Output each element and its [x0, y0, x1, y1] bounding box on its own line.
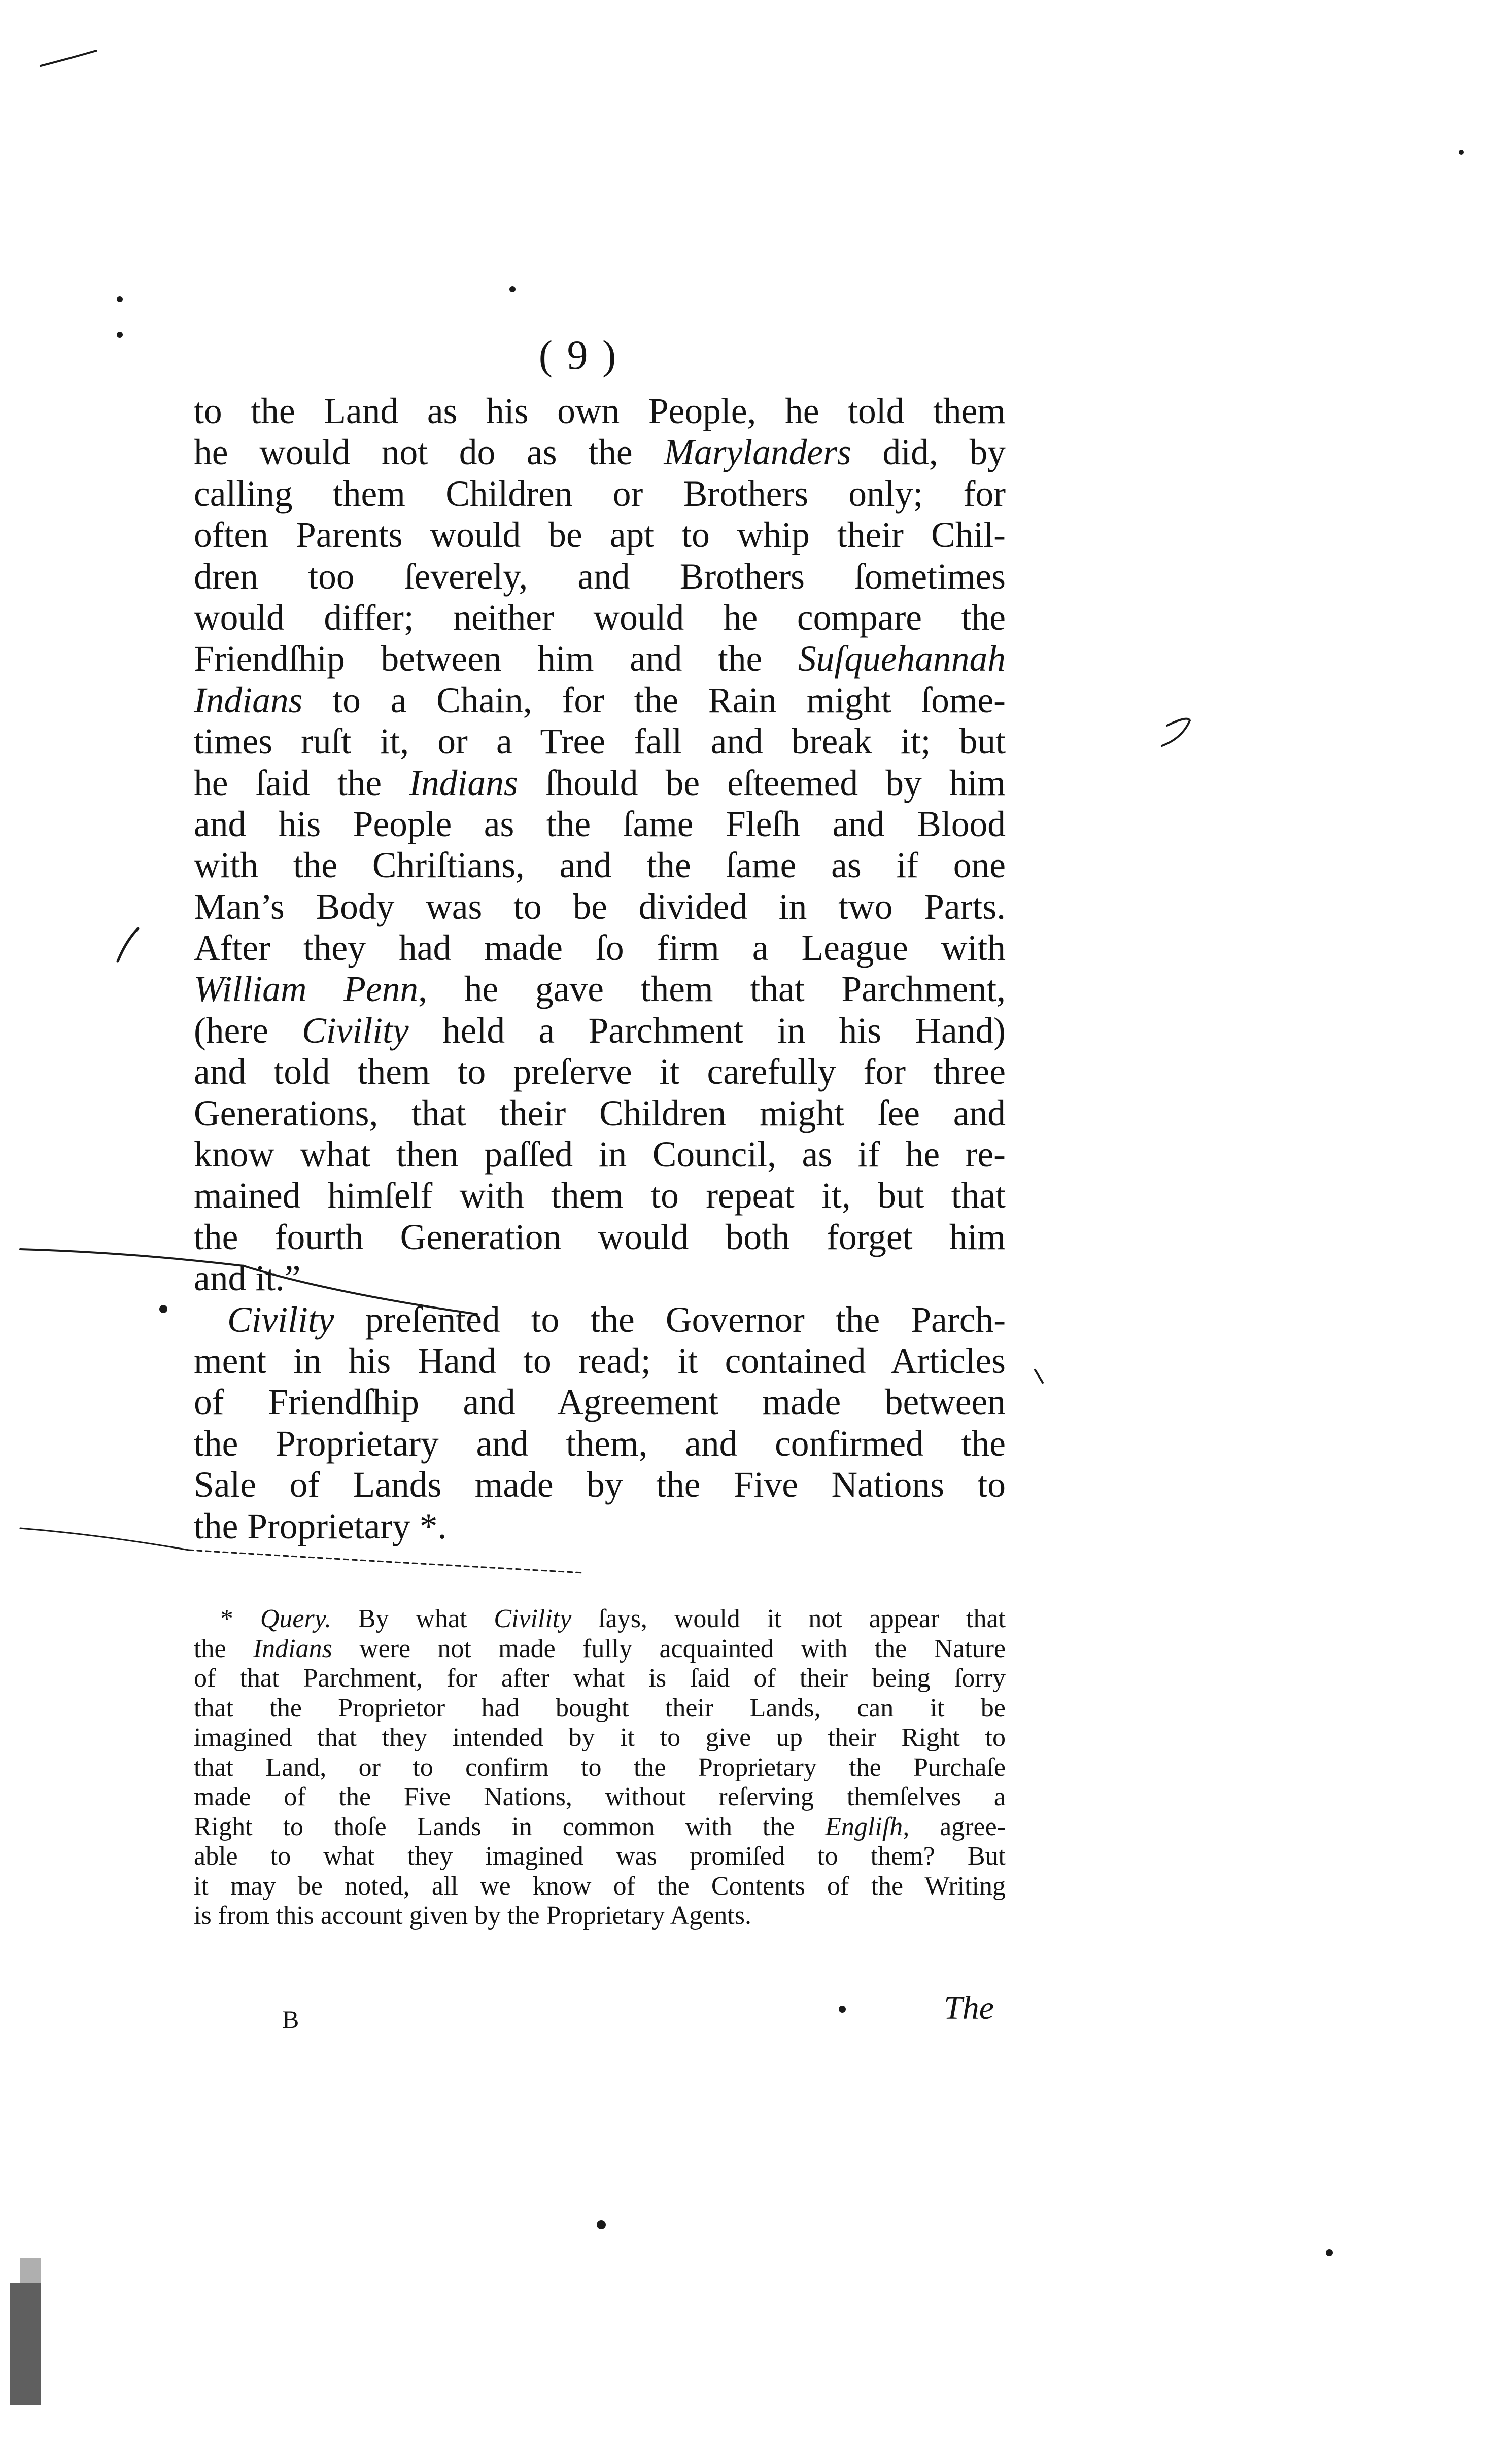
footnote-line: [194, 1634, 1006, 1664]
body-line: [194, 1299, 1006, 1340]
footnote-line: [194, 1664, 1006, 1694]
text-run: dren too ſeverely, and Brothers ſometimes: [194, 556, 1006, 597]
bracket-stroke: [118, 928, 138, 961]
body-line: [194, 1134, 1006, 1175]
body-line: [194, 473, 1006, 514]
text-run: mained himſelf with them to repeat it, but that: [194, 1176, 1006, 1216]
margin-curl: [1162, 719, 1190, 746]
italic-text: Civility: [302, 1010, 409, 1051]
body-line: [194, 763, 1006, 804]
text-run: the fourth Generation would both forget him: [194, 1217, 1006, 1257]
ink-dot: [597, 2220, 606, 2229]
text-run: of that Parchment, for after what is ſaid of their being ſorry: [194, 1664, 1006, 1693]
ink-dot: [1326, 2249, 1333, 2256]
text-run: he would not do as the: [194, 432, 664, 473]
body-line: [194, 886, 1006, 927]
text-run: that Land, or to confirm to the Proprietary the Purchaſe: [194, 1752, 1006, 1782]
body-line: [194, 1093, 1006, 1134]
body-line: [194, 1506, 1006, 1547]
signature-mark: B: [282, 2005, 299, 2034]
text-run: to a Chain, for the Rain might ſome-: [302, 680, 1006, 720]
text-run: times ruſt it, or a Tree fall and break it; but: [194, 721, 1006, 762]
ink-dot: [1459, 150, 1464, 155]
text-run: often Parents would be apt to whip their Chil-: [194, 515, 1006, 556]
italic-text: Engliſh,: [825, 1812, 910, 1841]
text-run: ſhould be eſteemed by him: [518, 763, 1006, 803]
text-run: were not made fully acquainted with the Nature: [332, 1634, 1006, 1663]
text-run: he ſaid the: [194, 763, 409, 803]
text-run: the: [194, 1634, 253, 1663]
italic-text: Civility: [494, 1604, 572, 1633]
edge-speckle: [10, 2283, 41, 2405]
edge-speckle: [20, 2258, 41, 2288]
text-run: Man’s Body was to be divided in two Parts.: [194, 886, 1006, 927]
text-run: *: [220, 1604, 260, 1633]
catchword: The: [944, 1989, 994, 2026]
italic-text: Indians: [409, 763, 518, 803]
page-number: ( 9 ): [538, 332, 618, 378]
text-run: Right to thoſe Lands in common with the: [194, 1812, 826, 1841]
text-run: and it.”: [194, 1258, 301, 1299]
text-run: ſays, would it not appear that: [571, 1604, 1006, 1633]
footnote-line: [194, 1782, 1006, 1812]
body-line: [194, 721, 1006, 762]
body-line: [194, 1051, 1006, 1092]
text-run: would differ; neither would he compare the: [194, 597, 1006, 638]
footnote-line: [194, 1723, 1006, 1753]
text-run: is from this account given by the Proprietary Agents.: [194, 1901, 752, 1930]
body-line: [194, 1175, 1006, 1216]
dashed-trail: [189, 1550, 583, 1573]
body-line: [194, 1340, 1006, 1382]
body-line: [194, 1464, 1006, 1505]
text-run: able to what they imagined was promiſed to them? But: [194, 1842, 1006, 1871]
text-run: the Proprietary and them, and confirmed the: [194, 1423, 1006, 1464]
italic-text: Suſquehannah: [798, 639, 1006, 679]
ink-dot: [509, 286, 516, 292]
text-run: held a Parchment in his Hand): [408, 1010, 1006, 1051]
text-run: did, by: [851, 432, 1006, 473]
footnote-line: [194, 1694, 1006, 1724]
body-line: [194, 1010, 1006, 1051]
text-run: and his People as the ſame Fleſh and Blood: [194, 804, 1006, 844]
body-line: [194, 391, 1006, 432]
footnote-line: [194, 1842, 1006, 1872]
text-run: that the Proprietor had bought their Lands, can it be: [194, 1693, 1006, 1723]
text-run: of Friendſhip and Agreement made between: [194, 1382, 1006, 1423]
text-run: , he gave them that Parchment,: [418, 969, 1006, 1010]
footnote-line: [194, 1812, 1006, 1842]
body-line: [194, 1382, 1006, 1423]
body-line: [194, 1258, 1006, 1299]
right-tick: [1035, 1370, 1043, 1383]
text-run: it may be noted, all we know of the Contents of the Writing: [194, 1871, 1006, 1901]
text-run: the Proprietary *.: [194, 1506, 447, 1546]
footnote-line: [194, 1872, 1006, 1902]
body-text: [194, 391, 1006, 1547]
text-run: with the Chriſtians, and the ſame as if one: [194, 845, 1006, 886]
body-line: [194, 514, 1006, 556]
text-run: preſented to the Governor the Parch-: [334, 1299, 1006, 1340]
body-line: [194, 927, 1006, 969]
body-line: [194, 432, 1006, 473]
text-run: After they had made ſo firm a League with: [194, 928, 1006, 969]
body-line: [194, 597, 1006, 638]
body-line: [194, 1423, 1006, 1464]
text-run: By what: [331, 1604, 494, 1633]
text-run: to the Land as his own People, he told them: [194, 391, 1006, 431]
body-line: [194, 638, 1006, 679]
text-run: know what then paſſed in Council, as if he re-: [194, 1134, 1006, 1175]
text-run: agree-: [909, 1812, 1006, 1841]
italic-text: Marylanders: [664, 432, 851, 473]
body-line: [194, 556, 1006, 597]
italic-text: Query.: [260, 1604, 331, 1633]
footnote: [194, 1604, 1006, 1931]
body-line: [194, 845, 1006, 886]
text-run: Generations, that their Children might ſee and: [194, 1093, 1006, 1133]
italic-text: Indians: [194, 680, 303, 720]
footnote-line: [194, 1604, 1006, 1634]
footnote-line: [194, 1901, 1006, 1931]
top-left-stroke: [41, 51, 96, 66]
underline-stroke-lower: [20, 1528, 189, 1550]
text-run: imagined that they intended by it to give up their Right to: [194, 1723, 1006, 1752]
footnote-line: [194, 1753, 1006, 1783]
text-run: Friendſhip between him and the: [194, 639, 798, 679]
body-line: [194, 680, 1006, 721]
text-run: Sale of Lands made by the Five Nations to: [194, 1465, 1006, 1505]
body-line: [194, 804, 1006, 845]
text-run: (here: [194, 1010, 302, 1051]
text-run: and told them to preſerve it carefully for three: [194, 1052, 1006, 1092]
ink-dot: [839, 2006, 846, 2013]
body-line: [194, 969, 1006, 1010]
italic-text: William Penn: [194, 969, 419, 1010]
italic-text: Indians: [253, 1634, 332, 1663]
ink-dot: [117, 332, 123, 338]
ink-dot: [117, 296, 123, 302]
italic-text: Civility: [227, 1299, 334, 1340]
text-run: calling them Children or Brothers only; for: [194, 473, 1006, 514]
ink-dot: [159, 1305, 167, 1313]
text-run: made of the Five Nations, without reſerving themſelves a: [194, 1782, 1006, 1811]
text-run: ment in his Hand to read; it contained Articles: [194, 1340, 1006, 1381]
body-line: [194, 1217, 1006, 1258]
